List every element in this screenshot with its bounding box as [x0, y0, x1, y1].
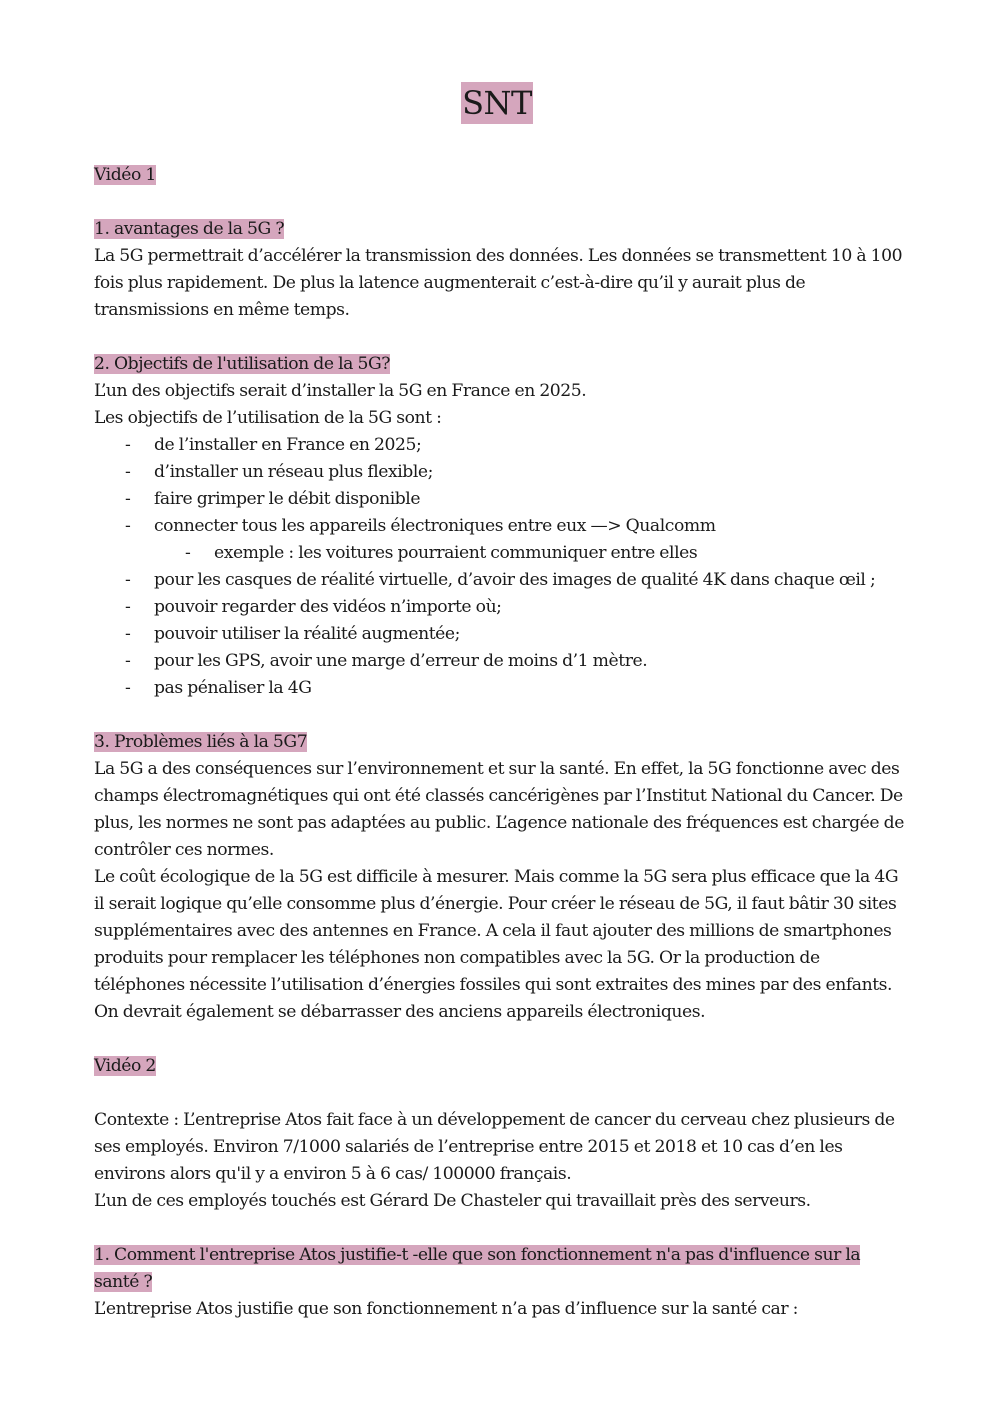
list-item: - d’installer un réseau plus flexible; [94, 459, 904, 486]
v1-q1-heading: 1. avantages de la 5G ? [94, 219, 285, 239]
v1-q3-heading: 3. Problèmes liés à la 5G7 [94, 732, 308, 752]
v1-q2-heading-line [94, 351, 904, 378]
list-item: - pouvoir regarder des vidéos n’importe où; [94, 594, 904, 621]
spacer [94, 702, 904, 729]
v2-context1: Contexte : L’entreprise Atos fait face à un développement de cancer du cerveau chez plusieurs de ses employés. Environ 7/1000 salariés de l’entreprise entre 2015 et 2018 et 10 cas d’en les environs alors qu'il y a environ 5 à 6 cas/ 100000 français. [94, 1110, 895, 1184]
list-item: - faire grimper le débit disponible [94, 486, 904, 513]
v1-q3-heading-line [94, 729, 904, 756]
spacer [94, 1215, 904, 1242]
objectives-list [94, 432, 904, 702]
video1-section [94, 162, 904, 189]
page-title: SNT [462, 84, 532, 122]
video2-label: Vidéo 2 [94, 1056, 156, 1076]
v1-q2-line1: L’un des objectifs serait d’installer la 5G en France en 2025. [94, 381, 587, 401]
list-item: - pouvoir utiliser la réalité augmentée; [94, 621, 904, 648]
v1-q1-text: La 5G permettrait d’accélérer la transmission des données. Les données se transmettent 10 à 100 fois plus rapidement. De plus la latence augmenterait c’est-à-dire qu’il y aurait plus de transmissions en même temps. [94, 246, 903, 320]
v1-q3-para1: La 5G a des conséquences sur l’environnement et sur la santé. En effet, la 5G fonctionne avec des champs électromagnétiques qui ont été classés cancérigènes par l’Institut National du Cancer. De plus, les normes ne sont pas adaptées au public. L’agence nationale des fréquences est chargée de contrôler ces normes. [94, 759, 904, 860]
list-subitem: - exemple : les voitures pourraient communiquer entre elles [94, 540, 904, 567]
list-item: - pas pénaliser la 4G [94, 675, 904, 702]
v1-q3-para2: Le coût écologique de la 5G est difficile à mesurer. Mais comme la 5G sera plus efficace que la 4G il serait logique qu’elle consomme plus d’énergie. Pour créer le réseau de 5G, il faut bâtir 30 sites supplémentaires avec des antennes en France. A cela il faut ajouter des millions de smartphones produits pour remplacer les téléphones non compatibles avec la 5G. Or la production de téléphones nécessite l’utilisation d’énergies fossiles qui sont extraites des mines par des enfants. On devrait également se débarrasser des anciens appareils électroniques. [94, 867, 899, 1022]
v1-q2-heading: 2. Objectifs de l'utilisation de la 5G? [94, 354, 390, 374]
title-block [0, 82, 994, 124]
v2-q1-text: L’entreprise Atos justifie que son fonctionnement n’a pas d’influence sur la santé car : [94, 1299, 798, 1319]
list-item: - pour les casques de réalité virtuelle, d’avoir des images de qualité 4K dans chaque œil ; [94, 567, 904, 594]
v2-q1-heading-line [94, 1242, 904, 1296]
v2-q1-heading: 1. Comment l'entreprise Atos justifie-t -elle que son fonctionnement n'a pas d'influence sur la santé ? [94, 1245, 861, 1292]
v1-q2-line2: Les objectifs de l’utilisation de la 5G sont : [94, 408, 442, 428]
video1-label: Vidéo 1 [94, 165, 156, 185]
spacer [94, 324, 904, 351]
v2-context2: L’un de ces employés touchés est Gérard De Chasteler qui travaillait près des serveurs. [94, 1191, 811, 1211]
spacer [94, 1026, 904, 1053]
spacer [94, 189, 904, 216]
list-item: - connecter tous les appareils électroniques entre eux —> Qualcomm [94, 513, 904, 540]
spacer [94, 1080, 904, 1107]
list-item: - pour les GPS, avoir une marge d’erreur de moins d’1 mètre. [94, 648, 904, 675]
list-item: - de l’installer en France en 2025; [94, 432, 904, 459]
v1-q1-heading-line [94, 216, 904, 243]
document-content [94, 162, 904, 1323]
video2-section [94, 1053, 904, 1080]
